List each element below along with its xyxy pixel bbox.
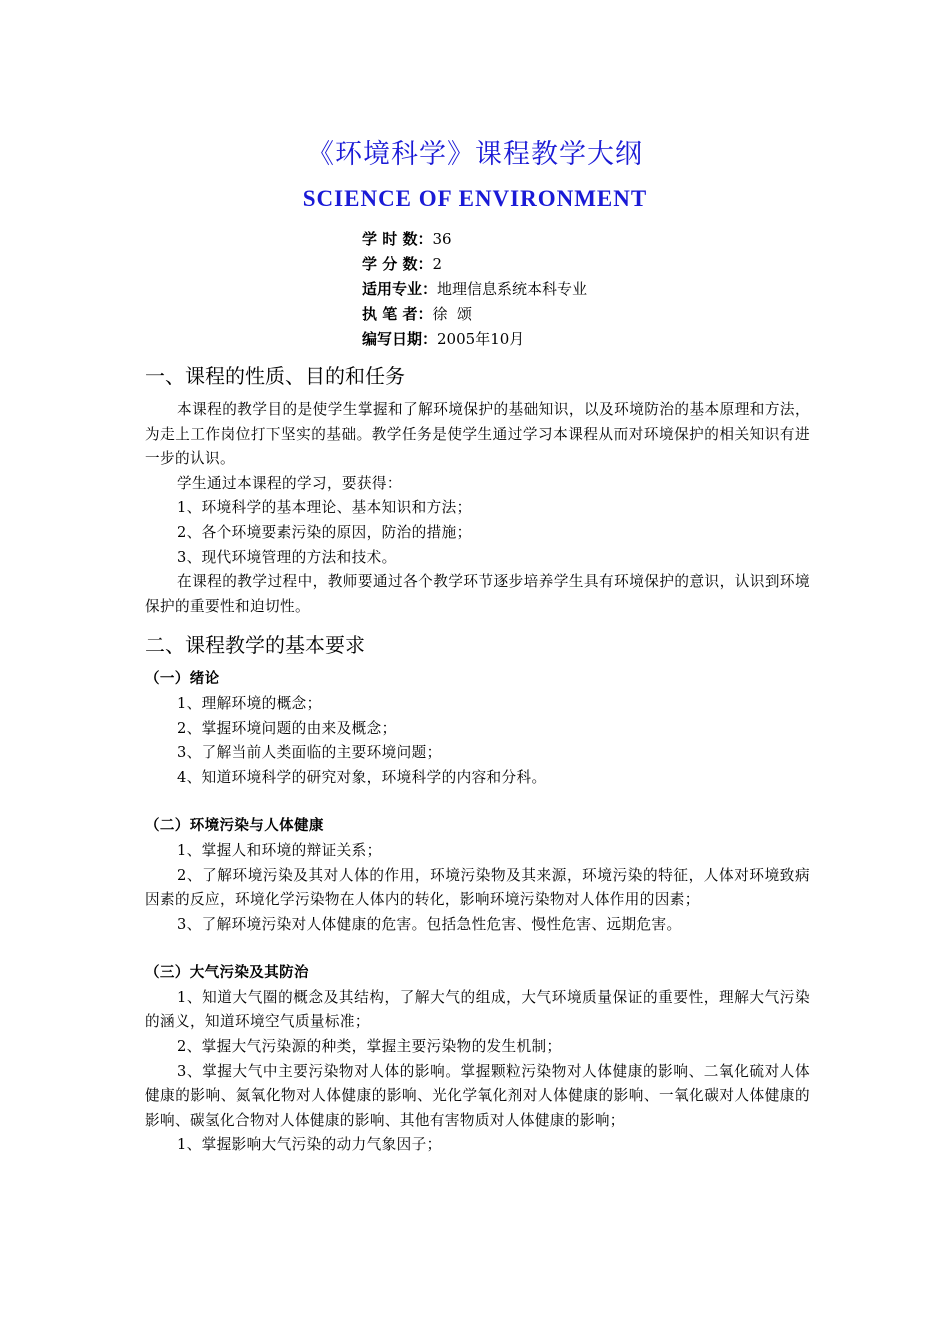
meta-label: 学 时 数： — [362, 230, 433, 248]
meta-label: 适用专业： — [362, 280, 438, 298]
meta-value: 2005年10月 — [437, 330, 525, 348]
document-subtitle: SCIENCE OF ENVIRONMENT — [302, 186, 648, 211]
course-meta — [362, 227, 587, 352]
list-item: 1、掌握影响大气污染的动力气象因子； — [177, 1136, 442, 1154]
list-item: 1、掌握人和环境的辩证关系； — [177, 841, 382, 859]
list-item: 2、了解环境污染及其对人体的作用，环境污染物及其来源，环境污染的特征，人体对环境致病因素的反应，环境化学污染物在人体内的转化，影响环境污染物对人体作用的因素； — [145, 866, 810, 909]
meta-major — [362, 277, 587, 302]
list-item: 1、理解环境的概念； — [177, 694, 322, 712]
paragraph: 在课程的教学过程中，教师要通过各个教学环节逐步培养学生具有环境保护的意识，认识到环境保护的重要性和迫切性。 — [145, 573, 810, 615]
subsection-title: （三）大气污染及其防治 — [145, 965, 309, 982]
list-item: 2、掌握大气污染源的种类，掌握主要污染物的发生机制； — [177, 1038, 562, 1056]
meta-label: 学 分 数： — [362, 255, 433, 273]
meta-hours — [362, 227, 587, 252]
list-item: 4、知道环境科学的研究对象，环境科学的内容和分科。 — [177, 768, 547, 786]
meta-value: 36 — [432, 230, 452, 248]
document-body — [145, 362, 810, 1158]
paragraph: 本课程的教学目的是使学生掌握和了解环境保护的基础知识，以及环境防治的基本原理和方法，为走上工作岗位打下坚实的基础。教学任务是使学生通过学习本课程从而对环境保护的相关知识有进一步的认识。 — [145, 401, 810, 468]
meta-author — [362, 302, 587, 327]
subsection-title: （二）环境污染与人体健康 — [145, 818, 324, 835]
list-item: 3、了解当前人类面临的主要环境问题； — [177, 744, 442, 762]
list-item: 3、掌握大气中主要污染物对人体的影响。掌握颗粒污染物对人体健康的影响、二氧化硫对人体健康的影响、氮氧化物对人体健康的影响、光化学氧化剂对人体健康的影响、一氧化碳对人体健康的影响、碳氢化合物对人体健康的影响、其他有害物质对人体健康的影响； — [145, 1062, 810, 1129]
meta-date — [362, 327, 587, 352]
subsection-title: （一）绪论 — [145, 671, 220, 688]
meta-value: 2 — [432, 255, 442, 273]
meta-label: 执 笔 者： — [362, 305, 433, 323]
list-item: 1、知道大气圈的概念及其结构，了解大气的组成，大气环境质量保证的重要性，理解大气污染的涵义，知道环境空气质量标准； — [145, 988, 810, 1031]
meta-credits — [362, 252, 587, 277]
list-item: 2、掌握环境问题的由来及概念； — [177, 719, 397, 737]
list-item: 3、现代环境管理的方法和技术。 — [177, 548, 397, 566]
document-title: 《环境科学》课程教学大纲 — [307, 139, 643, 170]
paragraph: 学生通过本课程的学习，要获得： — [177, 474, 402, 492]
meta-value: 地理信息系统本科专业 — [437, 280, 588, 298]
section-heading: 一、课程的性质、目的和任务 — [145, 364, 405, 388]
meta-label: 编写日期： — [362, 330, 438, 348]
list-item: 3、了解环境污染对人体健康的危害。包括急性危害、慢性危害、远期危害。 — [177, 915, 682, 933]
section-heading: 二、课程教学的基本要求 — [145, 633, 365, 658]
list-item: 2、各个环境要素污染的原因，防治的措施； — [177, 523, 472, 541]
list-item: 1、环境科学的基本理论、基本知识和方法； — [177, 499, 472, 517]
meta-value: 徐 颂 — [432, 305, 472, 323]
